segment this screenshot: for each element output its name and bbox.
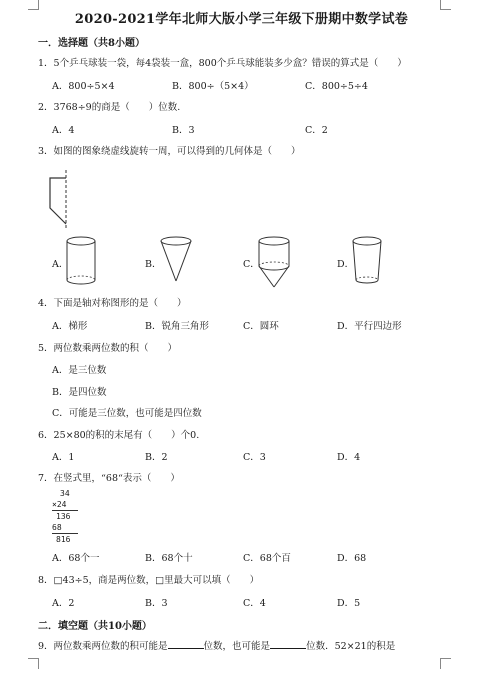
calc-line: 34 <box>60 489 70 498</box>
question-6: 6．25×80的积的末尾有（ ）个0. <box>38 430 200 441</box>
question-7: 7．在竖式里，“68“表示（ ） <box>38 473 180 484</box>
calc-line: ×24 <box>52 499 78 511</box>
q4-option-b[interactable]: B．锐角三角形 <box>145 321 209 332</box>
cylinder-cone-figure <box>256 234 292 290</box>
q7-option-c[interactable]: C．68个百 <box>243 553 291 564</box>
q8-option-c[interactable]: C．4 <box>243 598 266 609</box>
q7-option-b[interactable]: B．68个十 <box>145 553 193 564</box>
q8-option-d[interactable]: D．5 <box>337 598 361 609</box>
q8-option-a[interactable]: A．2 <box>52 598 75 609</box>
q9-text-1: 9．两位数乘两位数的积可能是 <box>38 641 168 652</box>
q6-option-c[interactable]: C．3 <box>243 452 266 463</box>
question-2: 2．3768÷9的商是（ ）位数. <box>38 102 181 113</box>
section-heading-fill: 二．填空题（共10小题） <box>38 621 152 632</box>
q9-blank-1[interactable] <box>168 640 204 649</box>
question-1: 1．5个乒乓球装一袋，每4袋装一盒，800个乒乓球能装多少盒？错误的算式是（ ） <box>38 58 407 69</box>
q5-option-c[interactable]: C．可能是三位数，也可能是四位数 <box>52 408 202 419</box>
q4-option-d[interactable]: D．平行四边形 <box>337 321 402 332</box>
q8-option-b[interactable]: B．3 <box>145 598 168 609</box>
cone-figure <box>158 234 194 284</box>
q9-blank-2[interactable] <box>270 640 306 649</box>
crop-mark-bottom-left <box>28 658 39 669</box>
q7-option-d[interactable]: D．68 <box>337 553 367 564</box>
q4-option-a[interactable]: A．梯形 <box>52 321 88 332</box>
q6-option-b[interactable]: B．2 <box>145 452 168 463</box>
cylinder-figure <box>64 234 98 288</box>
q2-option-a[interactable]: A．4 <box>52 125 75 136</box>
frustum-figure <box>350 234 384 288</box>
crop-mark-bottom-right <box>440 658 451 669</box>
q6-option-d[interactable]: D．4 <box>337 452 361 463</box>
q3-option-a[interactable]: A． <box>52 259 69 270</box>
section-heading-choice: 一．选择题（共8小题） <box>38 38 145 49</box>
q5-option-b[interactable]: B．是四位数 <box>52 387 107 398</box>
q3-option-c[interactable]: C． <box>243 259 260 270</box>
calc-line: 816 <box>56 535 71 544</box>
q5-option-a[interactable]: A．是三位数 <box>52 365 107 376</box>
q3-option-b[interactable]: B． <box>145 259 162 270</box>
q3-option-d[interactable]: D． <box>337 259 355 270</box>
q2-option-c[interactable]: C．2 <box>305 125 328 136</box>
question-5: 5．两位数乘两位数的积（ ） <box>38 343 178 354</box>
q4-option-c[interactable]: C．圆环 <box>243 321 279 332</box>
question-3: 3．如图的图象绕虚线旋转一周，可以得到的几何体是（ ） <box>38 146 301 157</box>
q9-text-2: 位数，也可能是 <box>203 641 271 652</box>
question-9 <box>38 638 395 652</box>
q1-option-c[interactable]: C．800÷5÷4 <box>305 81 368 92</box>
question-4: 4．下面是轴对称图形的是（ ） <box>38 298 187 309</box>
q9-text-3: 位数．52×21的积是 <box>306 641 396 652</box>
q2-option-b[interactable]: B．3 <box>172 125 195 136</box>
calc-line: 68 <box>52 522 78 534</box>
rotation-figure <box>44 168 74 230</box>
q7-option-a[interactable]: A．68个一 <box>52 553 100 564</box>
question-8: 8．□43÷5，商是两位数，□里最大可以填（ ） <box>38 575 260 586</box>
calc-line: 136 <box>56 512 71 521</box>
q1-option-b[interactable]: B．800÷（5×4） <box>172 81 254 92</box>
page-title: 2020-2021学年北师大版小学三年级下册期中数学试卷 <box>74 12 409 27</box>
q1-option-a[interactable]: A．800÷5×4 <box>52 81 115 92</box>
q6-option-a[interactable]: A．1 <box>52 452 75 463</box>
vertical-multiplication <box>52 488 78 545</box>
